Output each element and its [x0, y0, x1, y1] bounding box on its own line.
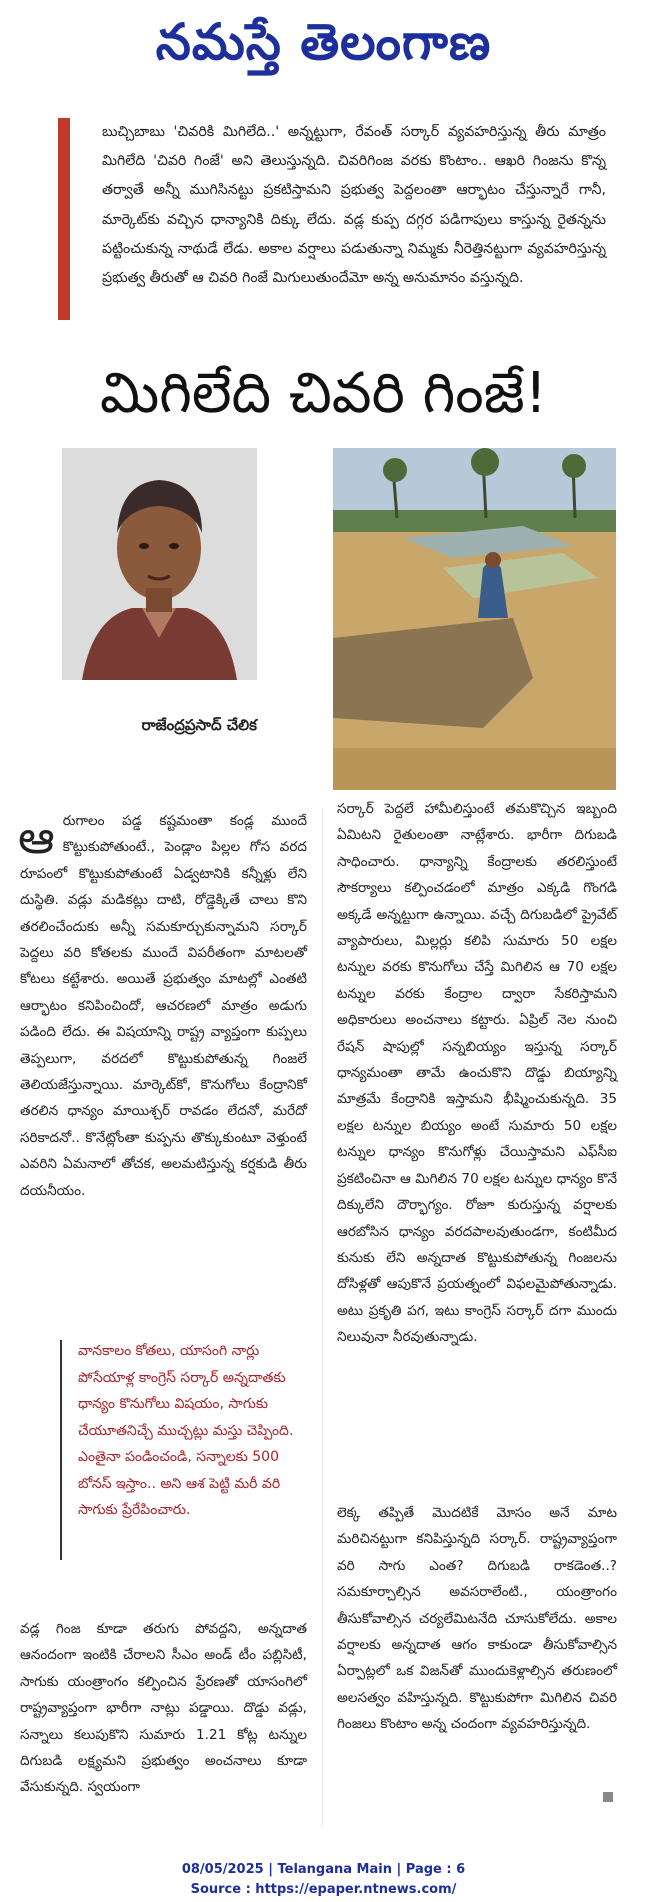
article-column-3 — [20, 1616, 307, 1801]
column-divider — [322, 808, 323, 1828]
intro-accent-bar — [58, 118, 70, 320]
intro-text: బుచ్చిబాబు 'చివరికి మిగిలేది..' అన్నట్టుగా, రేవంత్‌ సర్కార్‌ వ్యవహరిస్తున్న తీరు మాత్రం మిగిలేది 'చివరి గింజే' అని తెలుస్తున్నది. చివరిగింజ వరకు కొంటాం.. ఆఖరి గింజను కొన్న తర్వాతే అన్నీ ముగిసినట్టు ప్రకటిస్తామని ప్రభుత్వ పెద్దలంతా ఆర్భాటం చేస్తున్నారే గానీ, మార్కెట్‌కు వచ్చిన ధాన్యానికి దిక్కు లేదు. వడ్ల కుప్ప దగ్గర పడిగాపులు కాస్తున్న రైతన్నను పట్టించుకున్న నాథుడే లేడు. అకాల వర్షాలు పడుతున్నా నిమ్మకు నీరెత్తినట్టుగా వ్యవహరిస్తున్న ప్రభుత్వ తీరుతో ఆ చివరి గింజే మిగులుతుందేమో అన్న అనుమానం వస్తున్నది. — [102, 124, 606, 287]
footer-date-line: 08/05/2025 | Telangana Main | Page : 6 — [181, 1862, 466, 1877]
column-2-text: సర్కార్‌ పెద్దలే హామీలిస్తుంటే తమకొచ్చిన ఇబ్బంది ఏమిటని రైతులంతా నాట్లేశారు. భారీగా దిగుబడి సాధించారు. ధాన్యాన్ని కేంద్రాలకు తరలిస్తుంటే సౌకర్యాలు కల్పించడంలో మాత్రం ఎక్కడి గొంగడి అక్కడే అన్నట్టుగా ఉన్నాయి. వచ్చే దిగుబడిలో ప్రైవేట్‌ వ్యాపారులు, మిల్లర్లు కలిపి సుమారు 50 లక్షల టన్నుల వరకు కొనుగోలు చేస్తే మిగిలిన ఆ 70 లక్షల టన్నుల వరకు కేంద్రాల ద్వారా సేకరిస్తామని అధికారులు అంచనాలు కట్టారు. ఏప్రిల్‌ నెల నుంచి రేషన్‌ షాపుల్లో సన్నబియ్యం ఇస్తున్న సర్కార్‌ ధాన్యమంతా తామే ఉంచుకొని దొడ్డు బియ్యాన్ని మాత్రమే కేంద్రానికి ఇస్తామని భీష్మించుకున్నది. 35 లక్షల టన్నుల బియ్యం అంటే సుమారు 50 లక్షల టన్నుల ధాన్యం కొనుగోళ్లు చేయిస్తామని ఎఫ్‌సీఐ ప్రకటించినా ఆ మిగిలిన 70 లక్షల టన్నుల ధాన్యం కొనే దిక్కులేని దౌర్భాగ్యం. రోజూ కురుస్తున్న వర్షాలకు ఆరబోసిన ధాన్యం వరదపాలవుతుండగా, కంటిమీద కునుకు లేని అన్నదాత కొట్టుకుపోతున్న గింజలను దోసిళ్లతో ఆపుకొనే ప్రయత్నంలో విఫలమైపోతున్నాడు. అటు ప్రకృతి పగ, ఇటు కాంగ్రెస్‌ సర్కార్‌ దగా ముందు నిలువునా నీరవుతున్నాడు. — [337, 801, 617, 1346]
drop-cap: ఆ — [18, 810, 55, 864]
column-1-text: రుగాలం పడ్డ కష్టమంతా కండ్ల ముందే కొట్టుకుపోతుంటే., పెండ్లాం పిల్లల గోస వరద రూపంలో కొట్టుకుపోతుంటే ఏడ్వటానికి కన్నీళ్లు లేని దుస్థితి. వడ్లు మడికట్లు దాటి, రోడ్డెక్కితే చాలు కొని తరలించేందుకు అన్నీ సమకూర్చుకున్నామని సర్కార్‌ పెద్దలు వరి కోతలకు ముందే విపరీతంగా మాటలతో కోటలు కట్టేశారు. అయితే ప్రభుత్వం మాటల్లో ఎంతటి ఆర్భాటం కనిపించిందో, ఆచరణలో మాత్రం అడుగు పడింది లేదు. ఈ విషయాన్ని రాష్ట్ర వ్యాప్తంగా కుప్పలు తెప్పలుగా, వరదలో కొట్టుకుపోతున్న గింజలే తెలియజేస్తున్నాయి. మార్కెట్‌కో, కొనుగోలు కేంద్రానికో తరలిన ధాన్యం మాయిశ్చర్‌ రావడం లేదనో, మరేదో సరికాదనో.. కొనేట్లోంతా కుప్పను తొక్కుకుంటూ వెళ్తుంటే ఎవరిని ఏమనాలో తోచక, అలమటిస్తున్న కర్షకుడి తీరు దయనీయం. — [20, 813, 307, 1199]
masthead — [0, 8, 647, 78]
column-3-text: వడ్ల గింజ కూడా తరుగు పోవద్దని, అన్నదాత ఆనందంగా ఇంటికి చేరాలని సీఎం అండ్‌ టీం పబ్లిసిటీ, సాగుకు యంత్రాంగం కల్పించిన ప్రేరణతో యాసంగిలో రాష్ట్రవ్యాప్తంగా భారీగా నాట్లు పడ్డాయి. దొడ్డు వడ్లు, సన్నాలు కలుపుకొని సుమారు 1.21 కోట్ల టన్నుల దిగుబడి లక్ష్యమని ప్రభుత్వం అంచనాలు కూడా వేసుకున్నది. స్వయంగా — [20, 1621, 307, 1796]
paddy-field-photo — [333, 448, 616, 790]
paddy-field-illustration — [333, 448, 616, 790]
article-column-4 — [337, 1500, 617, 1738]
article-column-2 — [337, 796, 617, 1351]
article-end-mark — [603, 1792, 613, 1802]
footer — [0, 1860, 647, 1900]
column-4-text: లెక్క తప్పితే మొదటికే మోసం అనే మాట మరిచినట్టుగా కనిపిస్తున్నది సర్కార్‌. రాష్ట్రవ్యాప్తంగా వరి సాగు ఎంత? దిగుబడి రాకడెంత..? సమకూర్చాల్సిన అవసరాలేంటి., యంత్రాంగం తీసుకోవాల్సిన చర్యలేమిటనేది చూసుకోలేదు. అకాల వర్షాలకు అన్నదాత ఆగం కాకుండా తీసుకోవాల్సిన ఏర్పాట్లలో ఒక విజన్‌తో ముందుకెళ్లాల్సిన తరుణంలో అలసత్వం వహిస్తున్నది. కొట్టుకుపోగా మిగిలిన చివరి గింజలు కొంటాం అన్న చందంగా వ్యవహరిస్తున్నది. — [337, 1505, 617, 1733]
intro-block — [58, 118, 606, 348]
author-byline: రాజేంద్రప్రసాద్‌ చేలిక — [141, 716, 257, 734]
article-column-1 — [20, 808, 307, 1204]
footer-source-link[interactable]: Source : https://epaper.ntnews.com/ — [190, 1882, 457, 1897]
pull-quote: వానకాలం కోతలు, యాసంగి నార్లు పోసేయాళ్ల కాంగ్రెస్‌ సర్కార్‌ అన్నదాతకు ధాన్యం కొనుగోలు విషయం, సాగుకు చేయూతనిచ్చే ముచ్చట్లు మస్తు చెప్పింది. ఎంతైనా పండించండి, సన్నాలకు 500 బోనస్‌ ఇస్తాం.. అని ఆశ పెట్టి మరీ వరి సాగుకు ప్రేరేపించారు. — [78, 1343, 294, 1518]
author-photo — [62, 448, 257, 680]
masthead-title: నమస్తే తెలంగాణ — [155, 13, 492, 71]
author-photo-illustration — [62, 448, 257, 680]
headline: మిగిలేది చివరి గింజే! — [99, 361, 548, 426]
callout-rule — [60, 1340, 62, 1560]
